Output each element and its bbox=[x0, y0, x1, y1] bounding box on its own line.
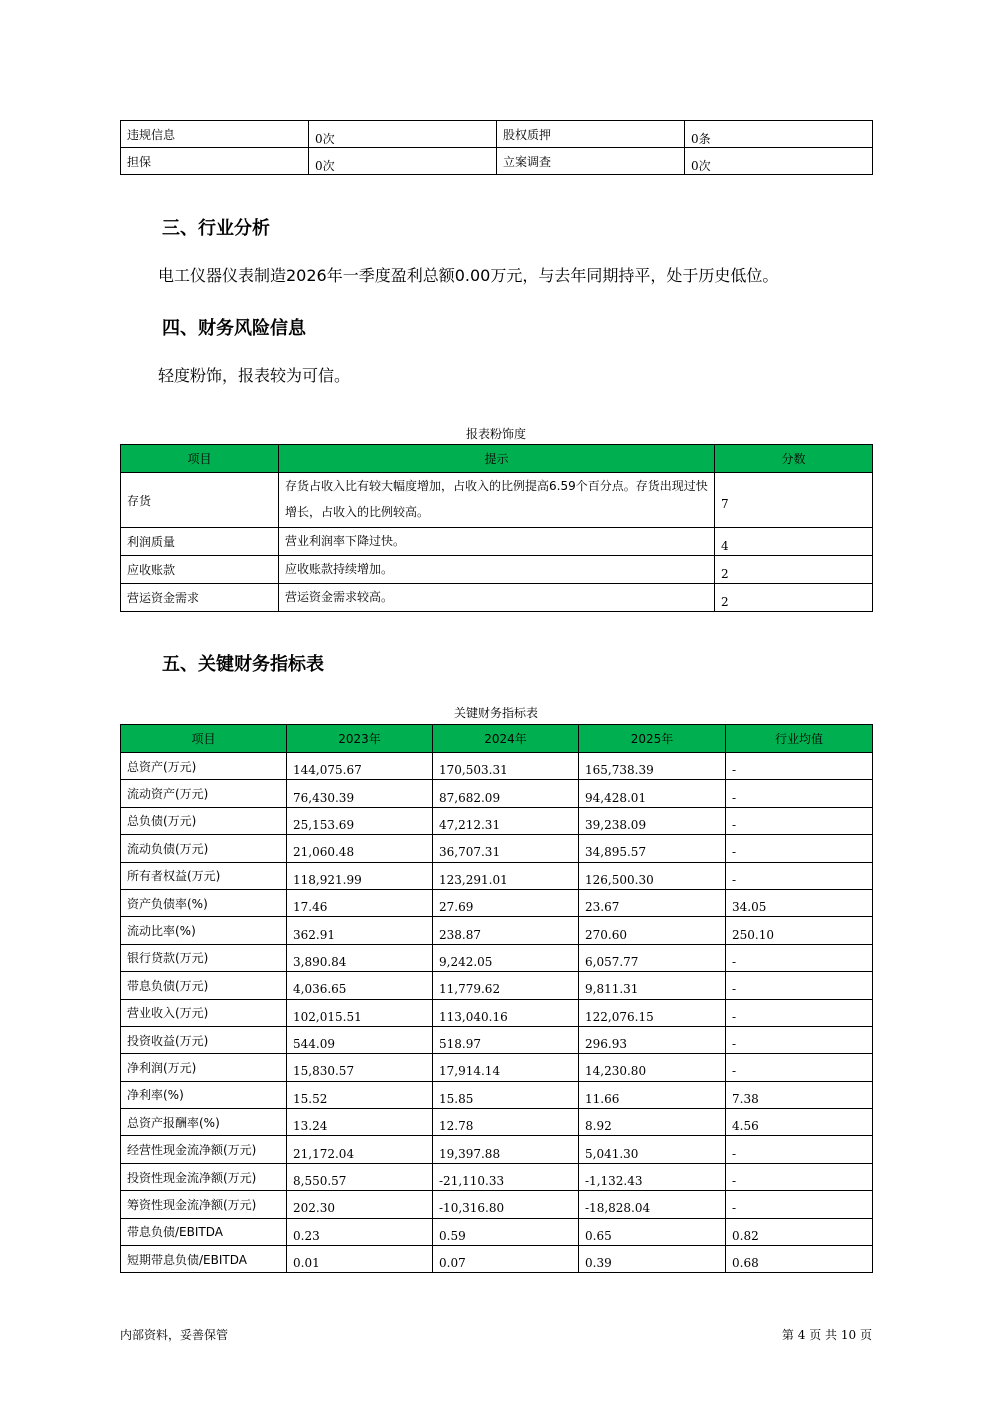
metrics-value-cell bbox=[287, 944, 433, 971]
risk-score-cell bbox=[715, 556, 873, 584]
metrics-value-cell bbox=[579, 1246, 726, 1273]
metrics-value-cell bbox=[579, 1191, 726, 1218]
metrics-value: 170,503.31 bbox=[439, 763, 508, 778]
risk-table bbox=[120, 444, 873, 612]
metrics-value-cell bbox=[726, 1026, 873, 1053]
metrics-value-cell bbox=[726, 753, 873, 780]
risk-header-hint: 提示 bbox=[279, 445, 715, 473]
metrics-table-body bbox=[121, 753, 873, 1273]
metrics-value-cell bbox=[433, 1109, 579, 1136]
risk-table-row bbox=[121, 556, 873, 584]
metrics-value-cell bbox=[579, 1081, 726, 1108]
metrics-value-cell bbox=[726, 780, 873, 807]
metrics-value-cell bbox=[726, 1054, 873, 1081]
violations-row bbox=[121, 148, 873, 175]
risk-score-cell bbox=[715, 473, 873, 528]
metrics-value-cell bbox=[287, 1081, 433, 1108]
metrics-value: 12.78 bbox=[439, 1119, 474, 1134]
metrics-value: 102,015.51 bbox=[293, 1009, 362, 1024]
metrics-value: 544.09 bbox=[293, 1037, 335, 1052]
metrics-table-row bbox=[121, 1136, 873, 1163]
risk-table-row bbox=[121, 528, 873, 556]
metrics-value: 250.10 bbox=[732, 927, 774, 942]
metrics-value: - bbox=[732, 845, 737, 860]
violations-cell-text: 0条 bbox=[691, 131, 711, 146]
metrics-value-cell bbox=[726, 1136, 873, 1163]
metrics-label-cell: 净利率(%) bbox=[121, 1081, 287, 1108]
metrics-table-header-row bbox=[121, 725, 873, 753]
metrics-value: 144,075.67 bbox=[293, 763, 362, 778]
footer-page-current: 4 bbox=[797, 1328, 806, 1342]
metrics-table-row bbox=[121, 1109, 873, 1136]
metrics-header-2025: 2025年 bbox=[579, 725, 726, 753]
metrics-value: 362.91 bbox=[293, 927, 335, 942]
metrics-value-cell bbox=[726, 1163, 873, 1190]
violations-cell bbox=[497, 121, 685, 148]
metrics-value-cell bbox=[287, 1218, 433, 1245]
metrics-value-cell bbox=[579, 999, 726, 1026]
metrics-header-2023: 2023年 bbox=[287, 725, 433, 753]
metrics-value-cell bbox=[287, 753, 433, 780]
violations-cell-text: 违规信息 bbox=[127, 127, 176, 142]
metrics-value: 0.82 bbox=[732, 1228, 759, 1243]
metrics-value: 118,921.99 bbox=[293, 872, 362, 887]
risk-header-item: 项目 bbox=[121, 445, 279, 473]
metrics-table-row bbox=[121, 1081, 873, 1108]
metrics-value-cell bbox=[287, 889, 433, 916]
footer-page-mid: 页 共 bbox=[809, 1328, 838, 1342]
metrics-value-cell bbox=[579, 835, 726, 862]
metrics-value-cell bbox=[579, 944, 726, 971]
violations-table bbox=[120, 120, 873, 175]
metrics-value-cell bbox=[579, 780, 726, 807]
risk-item-cell: 营运资金需求 bbox=[121, 584, 279, 612]
section3-text: 电工仪器仪表制造2026年一季度盈利总额0.00万元，与去年同期持平，处于历史低位。 bbox=[158, 266, 779, 285]
metrics-value: 8,550.57 bbox=[293, 1174, 347, 1189]
metrics-table-row bbox=[121, 835, 873, 862]
risk-table-row bbox=[121, 473, 873, 528]
footer-page-total: 10 bbox=[840, 1328, 857, 1342]
metrics-value: 123,291.01 bbox=[439, 872, 508, 887]
metrics-value-cell bbox=[287, 917, 433, 944]
metrics-label-cell: 营业收入(万元) bbox=[121, 999, 287, 1026]
violations-cell-text: 0次 bbox=[691, 158, 711, 173]
metrics-value: 0.65 bbox=[585, 1228, 612, 1243]
metrics-value: -10,316.80 bbox=[439, 1201, 505, 1216]
metrics-value-cell bbox=[726, 889, 873, 916]
metrics-value: 0.39 bbox=[585, 1256, 612, 1271]
metrics-table-row bbox=[121, 807, 873, 834]
metrics-value: -1,132.43 bbox=[585, 1174, 643, 1189]
metrics-value: 0.68 bbox=[732, 1256, 759, 1271]
metrics-value-cell bbox=[726, 1246, 873, 1273]
metrics-value: - bbox=[732, 817, 737, 832]
risk-score-cell bbox=[715, 528, 873, 556]
risk-hint-cell: 营运资金需求较高。 bbox=[279, 584, 715, 612]
violations-cell-text: 立案调查 bbox=[503, 154, 552, 169]
metrics-value-cell bbox=[433, 1163, 579, 1190]
metrics-table-row bbox=[121, 753, 873, 780]
metrics-label-cell: 净利润(万元) bbox=[121, 1054, 287, 1081]
metrics-value: 34.05 bbox=[732, 900, 767, 915]
violations-table-body bbox=[121, 121, 873, 175]
violations-cell-text: 0次 bbox=[315, 158, 335, 173]
metrics-value-cell bbox=[287, 862, 433, 889]
metrics-value-cell bbox=[726, 917, 873, 944]
metrics-value: 4.56 bbox=[732, 1119, 759, 1134]
risk-hint-cell: 应收账款持续增加。 bbox=[279, 556, 715, 584]
metrics-value-cell bbox=[433, 917, 579, 944]
metrics-value: 0.59 bbox=[439, 1228, 466, 1243]
metrics-value: 11,779.62 bbox=[439, 982, 501, 997]
risk-hint-cell: 营业利润率下降过快。 bbox=[279, 528, 715, 556]
metrics-label-cell: 流动比率(%) bbox=[121, 917, 287, 944]
metrics-value: 94,428.01 bbox=[585, 790, 647, 805]
risk-item-cell: 存货 bbox=[121, 473, 279, 528]
risk-table-caption: 报表粉饰度 bbox=[465, 427, 526, 441]
metrics-value: 47,212.31 bbox=[439, 817, 501, 832]
metrics-value-cell bbox=[579, 862, 726, 889]
metrics-value: 3,890.84 bbox=[293, 954, 347, 969]
metrics-value-cell bbox=[579, 1109, 726, 1136]
metrics-value: - bbox=[732, 982, 737, 997]
metrics-table-row bbox=[121, 1054, 873, 1081]
metrics-value: 21,172.04 bbox=[293, 1146, 355, 1161]
metrics-value-cell bbox=[433, 1191, 579, 1218]
metrics-value: 6,057.77 bbox=[585, 954, 639, 969]
metrics-table-row bbox=[121, 780, 873, 807]
metrics-value-cell bbox=[579, 917, 726, 944]
risk-item-cell: 利润质量 bbox=[121, 528, 279, 556]
metrics-value-cell bbox=[579, 1054, 726, 1081]
metrics-value-cell bbox=[433, 835, 579, 862]
risk-score-value: 7 bbox=[721, 497, 729, 511]
metrics-label-cell: 筹资性现金流净额(万元) bbox=[121, 1191, 287, 1218]
metrics-value-cell bbox=[433, 972, 579, 999]
metrics-value: - bbox=[732, 1037, 737, 1052]
risk-score-value: 2 bbox=[721, 594, 729, 609]
risk-hint-cell: 存货占收入比有较大幅度增加，占收入的比例提高6.59个百分点。存货出现过快增长，占收入的比例较高。 bbox=[279, 473, 715, 528]
metrics-value-cell bbox=[579, 1026, 726, 1053]
metrics-table-row bbox=[121, 1246, 873, 1273]
metrics-value-cell bbox=[726, 1191, 873, 1218]
metrics-value: 21,060.48 bbox=[293, 845, 355, 860]
metrics-value-cell bbox=[433, 999, 579, 1026]
metrics-value-cell bbox=[433, 780, 579, 807]
metrics-value: 34,895.57 bbox=[585, 845, 647, 860]
metrics-value: 518.97 bbox=[439, 1037, 481, 1052]
metrics-value: - bbox=[732, 872, 737, 887]
metrics-value: 296.93 bbox=[585, 1037, 627, 1052]
metrics-value: 36,707.31 bbox=[439, 845, 501, 860]
metrics-value-cell bbox=[287, 1026, 433, 1053]
violations-cell-text: 股权质押 bbox=[503, 127, 552, 142]
metrics-value-cell bbox=[579, 889, 726, 916]
metrics-value-cell bbox=[579, 972, 726, 999]
metrics-header-item: 项目 bbox=[121, 725, 287, 753]
metrics-value-cell bbox=[287, 1163, 433, 1190]
risk-score-value: 4 bbox=[721, 538, 729, 553]
metrics-label-cell: 总资产报酬率(%) bbox=[121, 1109, 287, 1136]
metrics-value-cell bbox=[579, 807, 726, 834]
violations-cell bbox=[121, 121, 309, 148]
metrics-label-cell: 资产负债率(%) bbox=[121, 889, 287, 916]
metrics-value-cell bbox=[433, 1081, 579, 1108]
metrics-value-cell bbox=[433, 807, 579, 834]
metrics-value: 15.85 bbox=[439, 1091, 474, 1106]
metrics-value: 202.30 bbox=[293, 1201, 335, 1216]
metrics-value-cell bbox=[433, 753, 579, 780]
metrics-value-cell bbox=[433, 1136, 579, 1163]
metrics-value: 238.87 bbox=[439, 927, 481, 942]
metrics-value: 15,830.57 bbox=[293, 1064, 355, 1079]
metrics-value: 122,076.15 bbox=[585, 1009, 654, 1024]
metrics-table-row bbox=[121, 1218, 873, 1245]
violations-cell bbox=[309, 148, 497, 175]
footer-page-suffix: 页 bbox=[859, 1328, 872, 1342]
metrics-value-cell bbox=[579, 1218, 726, 1245]
metrics-value: 25,153.69 bbox=[293, 817, 355, 832]
metrics-value-cell bbox=[726, 1081, 873, 1108]
metrics-value-cell bbox=[579, 1163, 726, 1190]
metrics-table-row bbox=[121, 944, 873, 971]
metrics-value: 39,238.09 bbox=[585, 817, 647, 832]
metrics-value: 0.23 bbox=[293, 1228, 320, 1243]
violations-cell bbox=[497, 148, 685, 175]
metrics-value: 17,914.14 bbox=[439, 1064, 501, 1079]
risk-score-cell bbox=[715, 584, 873, 612]
risk-score-value: 2 bbox=[721, 566, 729, 581]
metrics-label-cell: 银行贷款(万元) bbox=[121, 944, 287, 971]
metrics-value: 87,682.09 bbox=[439, 790, 501, 805]
metrics-value: 165,738.39 bbox=[585, 763, 654, 778]
metrics-value-cell bbox=[433, 889, 579, 916]
metrics-value-cell bbox=[579, 753, 726, 780]
violations-cell bbox=[121, 148, 309, 175]
metrics-table-row bbox=[121, 999, 873, 1026]
metrics-label-cell: 投资性现金流净额(万元) bbox=[121, 1163, 287, 1190]
metrics-value: 23.67 bbox=[585, 900, 620, 915]
metrics-value-cell bbox=[726, 807, 873, 834]
metrics-value: 0.07 bbox=[439, 1256, 466, 1271]
violations-cell bbox=[685, 148, 873, 175]
metrics-value: 8.92 bbox=[585, 1119, 612, 1134]
metrics-value-cell bbox=[287, 835, 433, 862]
metrics-value-cell bbox=[433, 1054, 579, 1081]
metrics-table-row bbox=[121, 889, 873, 916]
metrics-value: 17.46 bbox=[293, 900, 328, 915]
metrics-value: - bbox=[732, 954, 737, 969]
metrics-value-cell bbox=[287, 999, 433, 1026]
metrics-header-industry-avg: 行业均值 bbox=[726, 725, 873, 753]
metrics-value: -18,828.04 bbox=[585, 1201, 651, 1216]
metrics-value-cell bbox=[287, 1109, 433, 1136]
metrics-value: 9,811.31 bbox=[585, 982, 639, 997]
metrics-value-cell bbox=[726, 1218, 873, 1245]
metrics-value: 270.60 bbox=[585, 927, 627, 942]
metrics-value-cell bbox=[726, 1109, 873, 1136]
metrics-value-cell bbox=[287, 1136, 433, 1163]
risk-item-cell: 应收账款 bbox=[121, 556, 279, 584]
metrics-table-caption: 关键财务指标表 bbox=[453, 706, 538, 720]
metrics-value-cell bbox=[433, 862, 579, 889]
metrics-value: 5,041.30 bbox=[585, 1146, 639, 1161]
metrics-value: 126,500.30 bbox=[585, 872, 654, 887]
metrics-value-cell bbox=[287, 1246, 433, 1273]
metrics-value-cell bbox=[726, 862, 873, 889]
metrics-value-cell bbox=[726, 835, 873, 862]
metrics-label-cell: 投资收益(万元) bbox=[121, 1026, 287, 1053]
metrics-table-row bbox=[121, 1026, 873, 1053]
metrics-value: - bbox=[732, 1146, 737, 1161]
metrics-value-cell bbox=[287, 807, 433, 834]
metrics-value: 14,230.80 bbox=[585, 1064, 647, 1079]
metrics-value: 9,242.05 bbox=[439, 954, 493, 969]
metrics-value-cell bbox=[287, 1054, 433, 1081]
metrics-value: 7.38 bbox=[732, 1091, 759, 1106]
metrics-label-cell: 带息负债(万元) bbox=[121, 972, 287, 999]
metrics-label-cell: 所有者权益(万元) bbox=[121, 862, 287, 889]
metrics-value: 113,040.16 bbox=[439, 1009, 508, 1024]
metrics-value-cell bbox=[726, 999, 873, 1026]
violations-cell-text: 担保 bbox=[127, 154, 152, 169]
metrics-value: - bbox=[732, 1201, 737, 1216]
metrics-value-cell bbox=[287, 780, 433, 807]
metrics-value: 19,397.88 bbox=[439, 1146, 501, 1161]
metrics-value: - bbox=[732, 1009, 737, 1024]
violations-cell-text: 0次 bbox=[315, 131, 335, 146]
metrics-table bbox=[120, 724, 873, 1273]
metrics-header-2024: 2024年 bbox=[433, 725, 579, 753]
metrics-label-cell: 流动负债(万元) bbox=[121, 835, 287, 862]
footer-confidential: 内部资料，妥善保管 bbox=[120, 1328, 229, 1342]
metrics-table-row bbox=[121, 1191, 873, 1218]
metrics-table-row bbox=[121, 972, 873, 999]
metrics-value-cell bbox=[433, 1246, 579, 1273]
metrics-label-cell: 总负债(万元) bbox=[121, 807, 287, 834]
metrics-value: - bbox=[732, 1064, 737, 1079]
metrics-value-cell bbox=[287, 1191, 433, 1218]
risk-table-body bbox=[121, 473, 873, 612]
section4-text: 轻度粉饰，报表较为可信。 bbox=[158, 366, 351, 385]
metrics-value: -21,110.33 bbox=[439, 1174, 505, 1189]
metrics-value: 11.66 bbox=[585, 1091, 620, 1106]
metrics-label-cell: 流动资产(万元) bbox=[121, 780, 287, 807]
metrics-value: 27.69 bbox=[439, 900, 474, 915]
metrics-value: 13.24 bbox=[293, 1119, 328, 1134]
metrics-value: 4,036.65 bbox=[293, 982, 347, 997]
metrics-table-row bbox=[121, 1163, 873, 1190]
section5-heading: 五、关键财务指标表 bbox=[162, 654, 324, 675]
risk-table-row bbox=[121, 584, 873, 612]
violations-row bbox=[121, 121, 873, 148]
metrics-label-cell: 经营性现金流净额(万元) bbox=[121, 1136, 287, 1163]
footer-page-number bbox=[782, 1326, 872, 1343]
metrics-value: - bbox=[732, 763, 737, 778]
risk-table-header-row bbox=[121, 445, 873, 473]
metrics-value-cell bbox=[433, 1218, 579, 1245]
section3-heading: 三、行业分析 bbox=[162, 218, 270, 239]
violations-cell bbox=[309, 121, 497, 148]
metrics-table-row bbox=[121, 917, 873, 944]
metrics-value-cell bbox=[287, 972, 433, 999]
metrics-value-cell bbox=[579, 1136, 726, 1163]
violations-cell bbox=[685, 121, 873, 148]
risk-header-score: 分数 bbox=[715, 445, 873, 473]
metrics-value-cell bbox=[433, 1026, 579, 1053]
footer-page-prefix: 第 bbox=[781, 1328, 794, 1342]
metrics-value: 0.01 bbox=[293, 1256, 320, 1271]
metrics-value-cell bbox=[726, 944, 873, 971]
metrics-label-cell: 短期带息负债/EBITDA bbox=[121, 1246, 287, 1273]
metrics-value: - bbox=[732, 1174, 737, 1189]
section4-heading: 四、财务风险信息 bbox=[162, 318, 306, 339]
metrics-label-cell: 带息负债/EBITDA bbox=[121, 1218, 287, 1245]
metrics-value: - bbox=[732, 790, 737, 805]
metrics-value: 76,430.39 bbox=[293, 790, 355, 805]
metrics-label-cell: 总资产(万元) bbox=[121, 753, 287, 780]
metrics-table-row bbox=[121, 862, 873, 889]
metrics-value: 15.52 bbox=[293, 1091, 328, 1106]
metrics-value-cell bbox=[433, 944, 579, 971]
metrics-value-cell bbox=[726, 972, 873, 999]
